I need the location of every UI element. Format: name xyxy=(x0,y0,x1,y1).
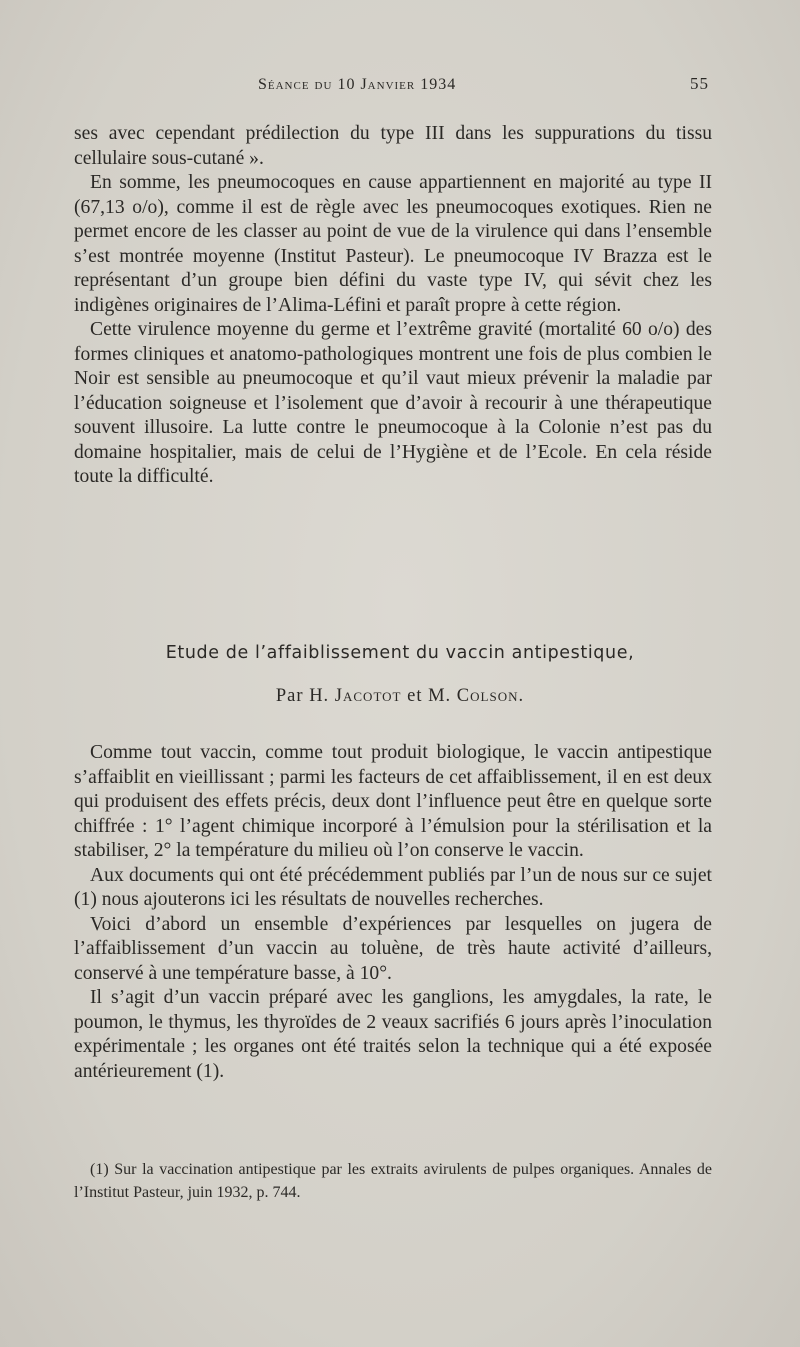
paragraph: ses avec cependant prédilection du type III dans les suppurations du tissu cellulaire sous-cutané ». xyxy=(74,123,712,169)
section-continuation xyxy=(74,122,712,490)
article-title: Etude de l’affaiblissement du vaccin antipestique, xyxy=(165,643,635,663)
paragraph: Cette virulence moyenne du germe et l’extrême gravité (mortalité 60 o/o) des formes cliniques et anatomo-pathologiques montrent une fois de plus combien le Noir est sensible au pneumocoque et qu’il vaut mieux prévenir la maladie par l’éducation soigneuse et l’isolement que d’avoir à recourir à une thérapeutique souvent illusoire. La lutte contre le pneumocoque à la Colonie n’est pas du domaine hospitalier, mais de celui de l’Hygiène et de l’Ecole. En cela réside toute la difficulté. xyxy=(74,319,712,487)
page-number: 55 xyxy=(690,74,709,93)
paragraph: En somme, les pneumocoques en cause appartiennent en majorité au type II (67,13 o/o), comme il est de règle avec les pneumocoques exotiques. Rien ne permet encore de les classer au point de vue de la virulence qui dans l’ensemble s’est montrée moyenne (Institut Pasteur). Le pneumocoque IV Brazza est le représentant d’un groupe bien défini du vaste type IV, qui sévit chez les indigènes originaires de l’Alima-Léfini et paraît propre à cette région. xyxy=(74,172,712,316)
paragraph: Voici d’abord un ensemble d’expériences par lesquelles on jugera de l’affaiblissement d’un vaccin au toluène, de très haute activité d’ailleurs, conservé à une température basse, à 10°. xyxy=(74,913,712,984)
footnote: (1) Sur la vaccination antipestique par les extraits avirulents de pulpes organiques. Annales de l’Institut Pasteur, juin 1932, p. 744. xyxy=(74,1161,712,1201)
byline-conjunction: et xyxy=(407,686,423,706)
article-byline xyxy=(100,686,700,707)
byline-prefix: Par xyxy=(275,686,304,706)
article-body xyxy=(74,741,712,1084)
running-title: Séance du 10 Janvier 1934 xyxy=(258,76,457,93)
author-name: H. Jacotot xyxy=(309,686,402,706)
author-name: M. Colson. xyxy=(428,686,525,706)
paragraph: Il s’agit d’un vaccin préparé avec les ganglions, les amygdales, la rate, le poumon, le thymus, les thyroïdes de 2 veaux sacrifiés 6 jours après l’inoculation expérimentale ; les organes ont été traités selon la technique qui a été exposée antérieurement (1). xyxy=(74,987,712,1082)
page-header xyxy=(258,74,713,98)
paragraph: Aux documents qui ont été précédemment publiés par l’un de nous sur ce sujet (1) nous ajouterons ici les résultats de nouvelles recherches. xyxy=(74,864,712,910)
paragraph: Comme tout vaccin, comme tout produit biologique, le vaccin antipestique s’affaiblit en vieillissant ; parmi les facteurs de cet affaiblissement, il en est deux qui produisent des effets précis, deux dont l’influence peut être en quelque sorte chiffrée : 1° l’agent chimique incorporé à l’émulsion pour la stérilisation et la stabiliser, 2° la température du milieu où l’on conserve le vaccin. xyxy=(74,742,712,861)
